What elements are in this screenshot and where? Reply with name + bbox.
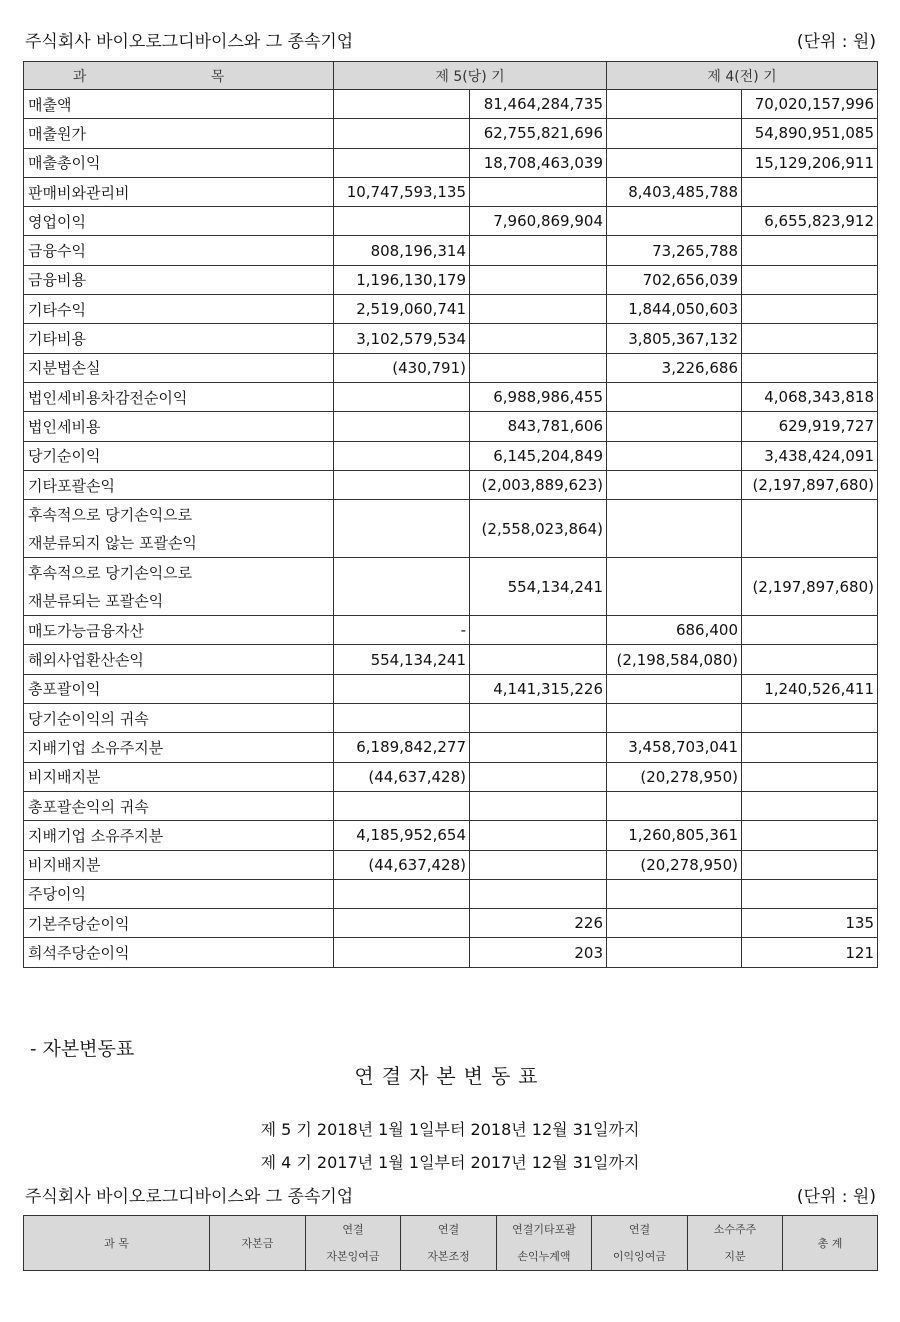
amount-cell-c4: 629,919,727 bbox=[742, 412, 878, 441]
table-row bbox=[24, 90, 878, 119]
table-row bbox=[24, 616, 878, 645]
company-name: 주식회사 바이오로그디바이스와 그 종속기업 bbox=[25, 1187, 354, 1207]
amount-cell-c4: (2,197,897,680) bbox=[742, 558, 878, 616]
table-row bbox=[24, 558, 878, 616]
amount-cell-c3 bbox=[607, 441, 742, 470]
amount-cell-c3 bbox=[607, 382, 742, 411]
table-row bbox=[24, 295, 878, 324]
amount-cell-c1 bbox=[334, 674, 470, 703]
amount-cell-c1: (44,637,428) bbox=[334, 762, 470, 791]
amount-cell-c4 bbox=[742, 236, 878, 265]
account-name: 지분법손실 bbox=[24, 353, 334, 382]
table-row bbox=[24, 791, 878, 820]
amount-cell-c2: 62,755,821,696 bbox=[470, 119, 607, 148]
amount-cell-c1: 1,196,130,179 bbox=[334, 265, 470, 294]
equity-col-header bbox=[210, 1216, 306, 1271]
amount-cell-c4 bbox=[742, 821, 878, 850]
amount-cell-c4: 3,438,424,091 bbox=[742, 441, 878, 470]
amount-cell-c4 bbox=[742, 265, 878, 294]
amount-cell-c1: 554,134,241 bbox=[334, 645, 470, 674]
account-name bbox=[24, 500, 334, 558]
table-row bbox=[24, 821, 878, 850]
table-row bbox=[24, 762, 878, 791]
amount-cell-c2: 18,708,463,039 bbox=[470, 148, 607, 177]
account-name: 비지배지분 bbox=[24, 850, 334, 879]
equity-col-header bbox=[688, 1216, 783, 1271]
amount-cell-c1: - bbox=[334, 616, 470, 645]
col-prior-period: 제 4(전) 기 bbox=[607, 62, 878, 90]
table-row bbox=[24, 382, 878, 411]
amount-cell-c2 bbox=[470, 821, 607, 850]
amount-cell-c1 bbox=[334, 500, 470, 558]
table-row bbox=[24, 674, 878, 703]
account-name-line2: 재분류되지 않는 포괄손익 bbox=[28, 533, 197, 552]
amount-cell-c2: 7,960,869,904 bbox=[470, 207, 607, 236]
account-name: 총포괄이익 bbox=[24, 674, 334, 703]
amount-cell-c4: (2,197,897,680) bbox=[742, 470, 878, 499]
account-name: 법인세비용차감전순이익 bbox=[24, 382, 334, 411]
amount-cell-c3 bbox=[607, 558, 742, 616]
equity-col-header bbox=[401, 1216, 497, 1271]
table-row bbox=[24, 412, 878, 441]
amount-cell-c2: 6,988,986,455 bbox=[470, 382, 607, 411]
amount-cell-c2 bbox=[470, 791, 607, 820]
equity-col-header-line: 이익잉여금 bbox=[612, 1250, 667, 1263]
amount-cell-c3: 3,458,703,041 bbox=[607, 733, 742, 762]
table-row bbox=[24, 879, 878, 908]
amount-cell-c3 bbox=[607, 412, 742, 441]
account-name: 주당이익 bbox=[24, 879, 334, 908]
table-row bbox=[24, 119, 878, 148]
amount-cell-c2 bbox=[470, 353, 607, 382]
amount-cell-c3 bbox=[607, 148, 742, 177]
amount-cell-c4 bbox=[742, 645, 878, 674]
amount-cell-c2 bbox=[470, 295, 607, 324]
amount-cell-c1 bbox=[334, 558, 470, 616]
amount-cell-c1 bbox=[334, 470, 470, 499]
account-name: 법인세비용 bbox=[24, 412, 334, 441]
amount-cell-c3: 702,656,039 bbox=[607, 265, 742, 294]
amount-cell-c2: 4,141,315,226 bbox=[470, 674, 607, 703]
amount-cell-c1 bbox=[334, 791, 470, 820]
equity-col-header bbox=[24, 1216, 210, 1271]
amount-cell-c2 bbox=[470, 733, 607, 762]
account-name: 기타수익 bbox=[24, 295, 334, 324]
equity-col-header bbox=[592, 1216, 688, 1271]
equity-col-header-line: 자본금 bbox=[241, 1236, 274, 1250]
amount-cell-c3: (20,278,950) bbox=[607, 850, 742, 879]
income-header-row bbox=[24, 62, 878, 90]
amount-cell-c2 bbox=[470, 236, 607, 265]
amount-cell-c4 bbox=[742, 324, 878, 353]
account-name: 매도가능금융자산 bbox=[24, 616, 334, 645]
equity-col-header-line: 총 계 bbox=[817, 1236, 843, 1250]
equity-col-header-line: 과 목 bbox=[104, 1236, 129, 1250]
amount-cell-c3: (2,198,584,080) bbox=[607, 645, 742, 674]
amount-cell-c4: 54,890,951,085 bbox=[742, 119, 878, 148]
equity-col-header-line: 소수주주 bbox=[713, 1223, 757, 1236]
amount-cell-c3 bbox=[607, 674, 742, 703]
account-name: 총포괄손익의 귀속 bbox=[24, 791, 334, 820]
amount-cell-c3 bbox=[607, 119, 742, 148]
equity-col-header-line: 연결 bbox=[628, 1223, 651, 1236]
account-name: 매출원가 bbox=[24, 119, 334, 148]
amount-cell-c4 bbox=[742, 762, 878, 791]
amount-cell-c1 bbox=[334, 412, 470, 441]
amount-cell-c3 bbox=[607, 938, 742, 967]
account-name-line2: 재분류되는 포괄손익 bbox=[28, 591, 164, 610]
table-row bbox=[24, 909, 878, 938]
account-name: 영업이익 bbox=[24, 207, 334, 236]
amount-cell-c2 bbox=[470, 850, 607, 879]
account-name bbox=[24, 558, 334, 616]
equity-col-header bbox=[306, 1216, 401, 1271]
table-row bbox=[24, 500, 878, 558]
equity-col-header-line: 자본조정 bbox=[427, 1250, 470, 1263]
period-prior: 제 4 기 2017년 1월 1일부터 2017년 12월 31일까지 bbox=[260, 1153, 640, 1172]
amount-cell-c1: (44,637,428) bbox=[334, 850, 470, 879]
account-name-line1: 후속적으로 당기손익으로 bbox=[28, 505, 193, 524]
table-row bbox=[24, 265, 878, 294]
amount-cell-c3: 3,226,686 bbox=[607, 353, 742, 382]
amount-cell-c2 bbox=[470, 177, 607, 206]
amount-cell-c2 bbox=[470, 616, 607, 645]
amount-cell-c3: 686,400 bbox=[607, 616, 742, 645]
amount-cell-c1 bbox=[334, 879, 470, 908]
amount-cell-c3: 73,265,788 bbox=[607, 236, 742, 265]
equity-statement-title: 연결자본변동표 bbox=[354, 1064, 546, 1088]
amount-cell-c3 bbox=[607, 90, 742, 119]
table-row bbox=[24, 207, 878, 236]
table-row bbox=[24, 236, 878, 265]
amount-cell-c1 bbox=[334, 207, 470, 236]
amount-cell-c2: 226 bbox=[470, 909, 607, 938]
equity-col-header bbox=[783, 1216, 878, 1271]
amount-cell-c4: 70,020,157,996 bbox=[742, 90, 878, 119]
account-name: 지배기업 소유주지분 bbox=[24, 821, 334, 850]
account-name: 기본주당순이익 bbox=[24, 909, 334, 938]
amount-cell-c1: 6,189,842,277 bbox=[334, 733, 470, 762]
amount-cell-c4: 121 bbox=[742, 938, 878, 967]
amount-cell-c4 bbox=[742, 295, 878, 324]
equity-statement-table bbox=[23, 1215, 878, 1271]
amount-cell-c3 bbox=[607, 909, 742, 938]
amount-cell-c2 bbox=[470, 645, 607, 674]
amount-cell-c1: 10,747,593,135 bbox=[334, 177, 470, 206]
amount-cell-c2: (2,003,889,623) bbox=[470, 470, 607, 499]
amount-cell-c4 bbox=[742, 177, 878, 206]
account-name: 지배기업 소유주지분 bbox=[24, 733, 334, 762]
amount-cell-c3 bbox=[607, 207, 742, 236]
table-row bbox=[24, 850, 878, 879]
amount-cell-c3 bbox=[607, 879, 742, 908]
amount-cell-c3: 1,260,805,361 bbox=[607, 821, 742, 850]
table-row bbox=[24, 645, 878, 674]
amount-cell-c1: 4,185,952,654 bbox=[334, 821, 470, 850]
amount-cell-c4: 6,655,823,912 bbox=[742, 207, 878, 236]
amount-cell-c2 bbox=[470, 762, 607, 791]
table-row bbox=[24, 148, 878, 177]
company-name: 주식회사 바이오로그디바이스와 그 종속기업 bbox=[25, 32, 354, 52]
amount-cell-c2 bbox=[470, 879, 607, 908]
amount-cell-c3 bbox=[607, 791, 742, 820]
unit-label: (단위 : 원) bbox=[796, 32, 876, 52]
amount-cell-c1 bbox=[334, 704, 470, 733]
account-name: 금융수익 bbox=[24, 236, 334, 265]
period-current: 제 5 기 2018년 1월 1일부터 2018년 12월 31일까지 bbox=[260, 1120, 640, 1139]
account-name: 기타비용 bbox=[24, 324, 334, 353]
amount-cell-c2: 554,134,241 bbox=[470, 558, 607, 616]
account-name-line1: 후속적으로 당기손익으로 bbox=[28, 563, 193, 582]
amount-cell-c4: 4,068,343,818 bbox=[742, 382, 878, 411]
amount-cell-c2: 6,145,204,849 bbox=[470, 441, 607, 470]
account-name: 해외사업환산손익 bbox=[24, 645, 334, 674]
unit-label: (단위 : 원) bbox=[796, 1187, 876, 1207]
table-row bbox=[24, 733, 878, 762]
table-row bbox=[24, 704, 878, 733]
table-row bbox=[24, 470, 878, 499]
amount-cell-c2 bbox=[470, 704, 607, 733]
amount-cell-c1 bbox=[334, 909, 470, 938]
amount-cell-c3 bbox=[607, 470, 742, 499]
account-name: 매출액 bbox=[24, 90, 334, 119]
equity-col-header-line: 자본잉여금 bbox=[326, 1250, 380, 1263]
col-account: 과 목 bbox=[24, 62, 334, 90]
table-row bbox=[24, 938, 878, 967]
amount-cell-c1 bbox=[334, 90, 470, 119]
table-row bbox=[24, 353, 878, 382]
amount-cell-c1 bbox=[334, 148, 470, 177]
account-name: 금융비용 bbox=[24, 265, 334, 294]
amount-cell-c1 bbox=[334, 382, 470, 411]
amount-cell-c4: 1,240,526,411 bbox=[742, 674, 878, 703]
equity-col-header-line: 손익누계액 bbox=[517, 1250, 571, 1263]
account-name: 당기순이익 bbox=[24, 441, 334, 470]
amount-cell-c2: (2,558,023,864) bbox=[470, 500, 607, 558]
amount-cell-c3 bbox=[607, 500, 742, 558]
amount-cell-c1 bbox=[334, 441, 470, 470]
amount-cell-c1: 3,102,579,534 bbox=[334, 324, 470, 353]
amount-cell-c4 bbox=[742, 850, 878, 879]
amount-cell-c3: 1,844,050,603 bbox=[607, 295, 742, 324]
amount-cell-c4: 15,129,206,911 bbox=[742, 148, 878, 177]
amount-cell-c2: 203 bbox=[470, 938, 607, 967]
col-current-period: 제 5(당) 기 bbox=[334, 62, 607, 90]
amount-cell-c1 bbox=[334, 119, 470, 148]
amount-cell-c4 bbox=[742, 879, 878, 908]
amount-cell-c3: (20,278,950) bbox=[607, 762, 742, 791]
amount-cell-c2 bbox=[470, 265, 607, 294]
amount-cell-c1: 2,519,060,741 bbox=[334, 295, 470, 324]
amount-cell-c4: 135 bbox=[742, 909, 878, 938]
table-row bbox=[24, 177, 878, 206]
amount-cell-c1: 808,196,314 bbox=[334, 236, 470, 265]
amount-cell-c1 bbox=[334, 938, 470, 967]
amount-cell-c4 bbox=[742, 733, 878, 762]
equity-col-header-line: 연결 bbox=[342, 1223, 364, 1236]
equity-col-header bbox=[497, 1216, 592, 1271]
amount-cell-c3: 3,805,367,132 bbox=[607, 324, 742, 353]
account-name: 당기순이익의 귀속 bbox=[24, 704, 334, 733]
account-name: 희석주당순이익 bbox=[24, 938, 334, 967]
account-name: 매출총이익 bbox=[24, 148, 334, 177]
equity-col-header-line: 연결기타포괄 bbox=[512, 1223, 576, 1236]
table-row bbox=[24, 441, 878, 470]
account-name: 판매비와관리비 bbox=[24, 177, 334, 206]
amount-cell-c1: (430,791) bbox=[334, 353, 470, 382]
table-row bbox=[24, 324, 878, 353]
amount-cell-c4 bbox=[742, 353, 878, 382]
amount-cell-c3: 8,403,485,788 bbox=[607, 177, 742, 206]
equity-col-header-line: 연결 bbox=[437, 1223, 460, 1236]
amount-cell-c3 bbox=[607, 704, 742, 733]
amount-cell-c2: 81,464,284,735 bbox=[470, 90, 607, 119]
account-name: 기타포괄손익 bbox=[24, 470, 334, 499]
income-statement-table bbox=[23, 61, 878, 968]
equity-section-heading: - 자본변동표 bbox=[30, 1038, 135, 1060]
equity-header-row bbox=[24, 1216, 878, 1271]
amount-cell-c4 bbox=[742, 791, 878, 820]
account-name: 비지배지분 bbox=[24, 762, 334, 791]
amount-cell-c4 bbox=[742, 704, 878, 733]
equity-col-header-line: 지분 bbox=[724, 1250, 746, 1263]
amount-cell-c4 bbox=[742, 500, 878, 558]
amount-cell-c2 bbox=[470, 324, 607, 353]
amount-cell-c2: 843,781,606 bbox=[470, 412, 607, 441]
amount-cell-c4 bbox=[742, 616, 878, 645]
